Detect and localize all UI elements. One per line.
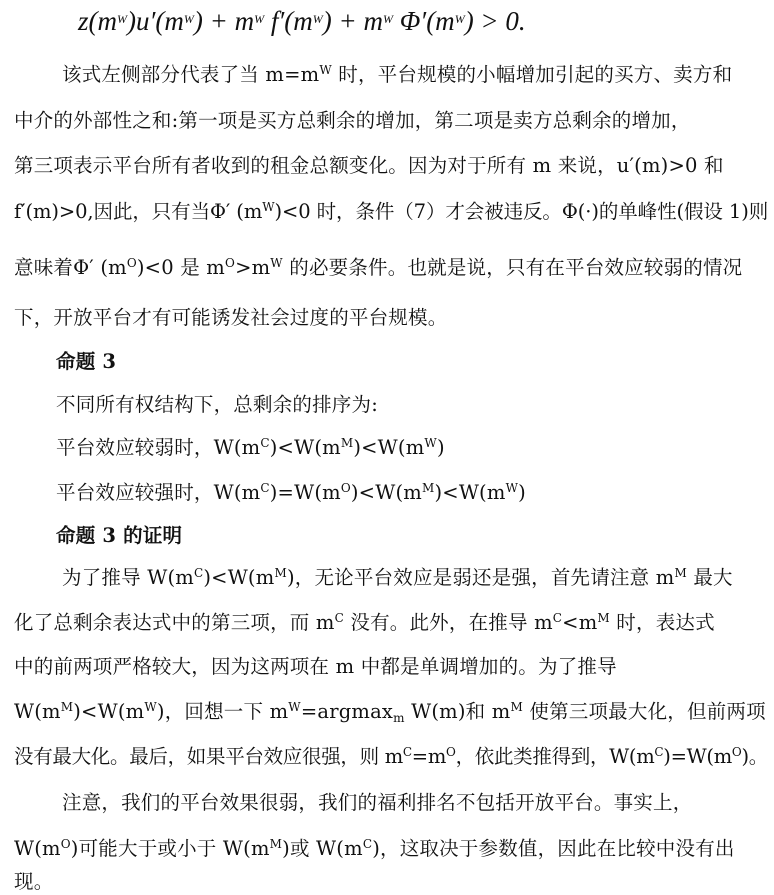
inequality-formula: $z(m^W)u'(m^W) + m^W$ $f'(m^W) + m^W$ $\Phi'(m^W) > 0$. <box>78 6 526 36</box>
paragraph-line: f′(m)>0,因此，只有当Φ′ $(m^W)<0$ 时，条件（7）才会被违反。Φ(·)的单峰性(假设 1)则 <box>14 200 769 223</box>
paragraph-line: 下，开放平台才有可能诱发社会过度的平台规模。 <box>14 306 448 329</box>
paragraph-line: 该式左侧部分代表了当 $m=m^W$ 时，平台规模的小幅增加引起的买方、卖方和 <box>62 63 733 86</box>
paragraph-line: 现。 <box>14 870 54 893</box>
proposition-case-strong: 平台效应较强时，$W(m^C)=W(m^O)<W(m^M)<W(m^W)$ <box>56 481 526 504</box>
paragraph-line: 为了推导 $W(m^C)<W(m^M)$，无论平台效应是弱还是强，首先请注意 $m^M$ 最大 <box>62 566 733 589</box>
proposition-heading: 命题 3 <box>56 350 117 373</box>
paragraph-line: 注意，我们的平台效果很弱，我们的福利排名不包括开放平台。事实上， <box>62 791 693 814</box>
paragraph-line: 没有最大化。最后，如果平台效应很强，则 $m^C=m^O$，依此类推得到，$W(m^C)=W(m^O)$。 <box>14 745 768 768</box>
proof-heading: 命题 3 的证明 <box>56 524 183 547</box>
paragraph-line: $W(m^M)<W(m^W)$，回想一下 $m^W=argmax_m$ W(m)和 $m^M$ 使第三项最大化，但前两项 <box>14 700 766 725</box>
proposition-case-weak: 平台效应较弱时，$W(m^C)<W(m^M)<W(m^W)$ <box>56 436 445 459</box>
paragraph-line: 中介的外部性之和:第一项是买方总剩余的增加，第二项是卖方总剩余的增加， <box>14 109 691 132</box>
paragraph-line: 化了总剩余表达式中的第三项，而 $m^C$ 没有。此外，在推导 $m^C<m^M$ 时，表达式 <box>14 611 715 634</box>
paragraph-line: 第三项表示平台所有者收到的租金总额变化。因为对于所有 m 来说，u′(m)>0 和 <box>14 154 724 177</box>
paragraph-line: $W(m^O)$可能大于或小于 $W(m^M)$或 $W(m^C)$，这取决于参数值，因此在比较中没有出 <box>14 837 735 860</box>
proposition-text: 不同所有权结构下，总剩余的排序为: <box>56 393 378 416</box>
paragraph-line: 意味着Φ′ $(m^O)<0$ 是 $m^O>m^W$ 的必要条件。也就是说，只有在平台效应较弱的情况 <box>14 256 743 279</box>
paragraph-line: 中的前两项严格较大，因为这两项在 m 中都是单调增加的。为了推导 <box>14 655 617 678</box>
